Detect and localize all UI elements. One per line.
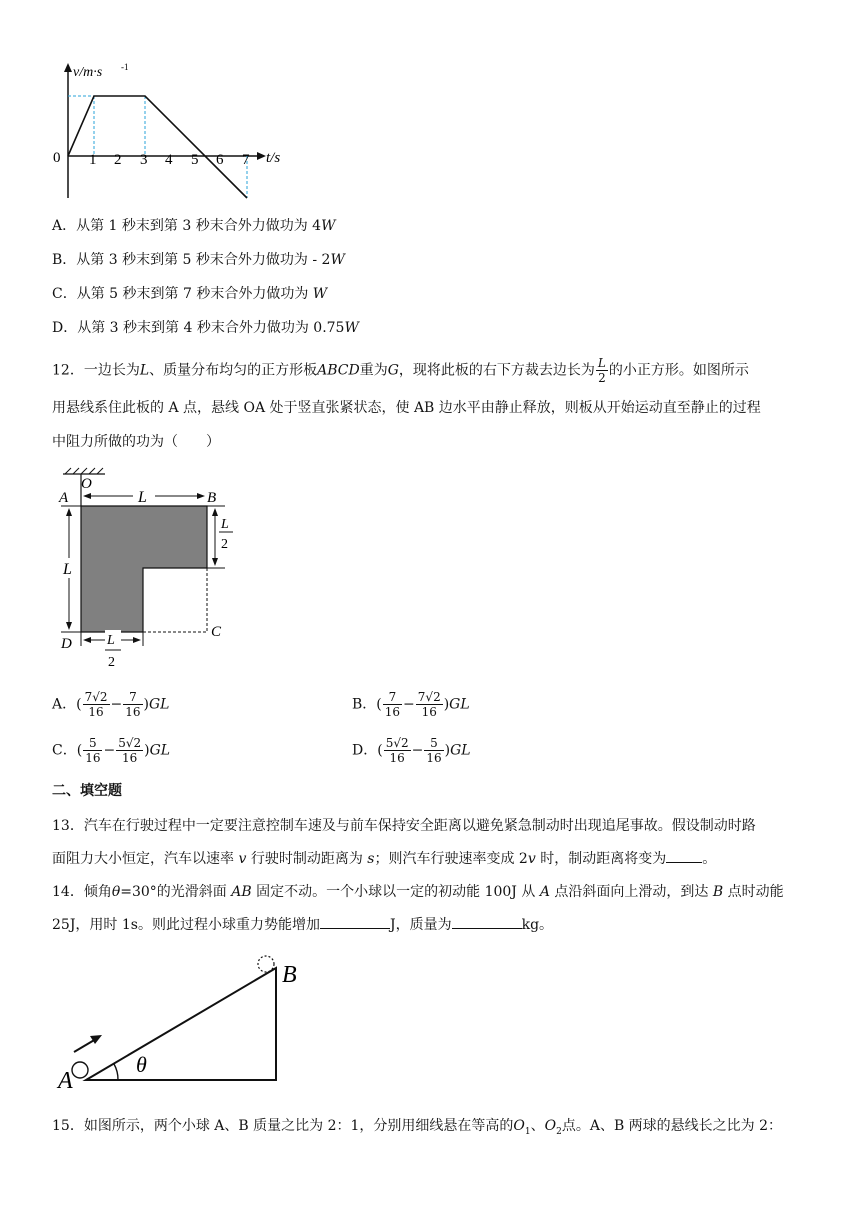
graph-tick: 2	[114, 152, 122, 168]
label-L-right-n: L	[221, 517, 229, 532]
label-L-top: L	[138, 489, 147, 506]
graph-ylabel-exp: -1	[121, 62, 129, 72]
graph-xlabel: t/s	[266, 150, 281, 166]
q12-line-1: 12．一边长为L、质量分布均匀的正方形板ABCD重为G，现将此板的右下方裁去边长为 $\frac{L}{2}$ 的小正方形。如图所示	[52, 356, 749, 385]
incline-label-theta: θ	[136, 1052, 147, 1077]
label-L-right-d: 2	[221, 537, 228, 552]
incline-figure	[56, 952, 316, 1092]
label-O: O	[81, 476, 92, 492]
q14-line-2: 25J，用时 1s。则此过程小球重力势能增加 J，质量为 kg。	[52, 914, 553, 935]
label-L-bottom-n: L	[107, 633, 115, 648]
graph-ylabel: v/m·s	[73, 65, 103, 80]
velocity-time-graph	[50, 58, 300, 208]
q12-line-2: 用悬线系住此板的 A 点，悬线 OA 处于竖直张紧状态，使 AB 边水平由静止释放，则板从开始运动直至静止的过程	[52, 400, 761, 416]
q12-option-a[interactable]: A．( $\frac{7√2}{16}$ − $\frac{7}{16}$ )GL	[52, 690, 170, 719]
q15-line-1: 15．如图所示，两个小球 A、B 质量之比为 2：1，分别用细线悬在等高的$O_1$、$O_2$点。A、B 两球的悬线长之比为 2：	[52, 1118, 783, 1137]
q14-line-1: 14．倾角θ=30°的光滑斜面 AB 固定不动。一个小球以一定的初动能 100J 从 A 点沿斜面向上滑动，到达 B 点时动能	[52, 884, 784, 900]
incline-label-A: A	[58, 1068, 73, 1092]
graph-origin: 0	[53, 150, 61, 166]
graph-tick: 6	[216, 152, 224, 168]
q12-option-d[interactable]: D．( $\frac{5√2}{16}$ − $\frac{5}{16}$ )GL	[352, 736, 471, 765]
label-L-left: L	[63, 561, 72, 578]
graph-tick: 5	[191, 152, 199, 168]
q11-option-c[interactable]: C．从第 5 秒末到第 7 秒末合外力做功为 W	[52, 286, 328, 302]
label-A: A	[59, 490, 69, 506]
label-L-bottom-d: 2	[108, 655, 115, 670]
label-D: D	[61, 636, 72, 652]
q12-option-b[interactable]: B．( $\frac{7}{16}$ − $\frac{7√2}{16}$ )GL	[352, 690, 470, 719]
q14-energy-blank[interactable]	[320, 914, 390, 929]
graph-tick: 1	[89, 152, 97, 168]
q12-option-c[interactable]: C．( $\frac{5}{16}$ − $\frac{5√2}{16}$ )GL	[52, 736, 171, 765]
q12-line-3: 中阻力所做的功为（ ）	[52, 434, 220, 450]
label-C: C	[211, 624, 222, 640]
graph-tick: 4	[165, 152, 173, 168]
q11-option-a[interactable]: A．从第 1 秒末到第 3 秒末合外力做功为 4W	[52, 218, 336, 234]
label-B: B	[207, 490, 217, 506]
graph-tick: 7	[242, 152, 250, 168]
q13-answer-blank[interactable]	[666, 848, 702, 863]
q13-line-2: 面阻力大小恒定，汽车以速率 v 行驶时制动距离为 s；则汽车行驶速率变成 2v 时，制动距离将变为 。	[52, 848, 716, 869]
incline-label-B: B	[282, 962, 297, 988]
q13-line-1: 13．汽车在行驶过程中一定要注意控制车速及与前车保持安全距离以避免紧急制动时出现追尾事故。假设制动时路	[52, 818, 756, 834]
q14-mass-blank[interactable]	[452, 914, 522, 929]
q11-option-d[interactable]: D．从第 3 秒末到第 4 秒末合外力做功为 0.75W	[52, 320, 359, 336]
q11-option-b[interactable]: B．从第 3 秒末到第 5 秒末合外力做功为 - 2W	[52, 252, 345, 268]
l-shaped-plate-figure	[55, 464, 235, 676]
graph-tick: 3	[140, 152, 148, 168]
section-heading: 二、填空题	[52, 783, 122, 799]
